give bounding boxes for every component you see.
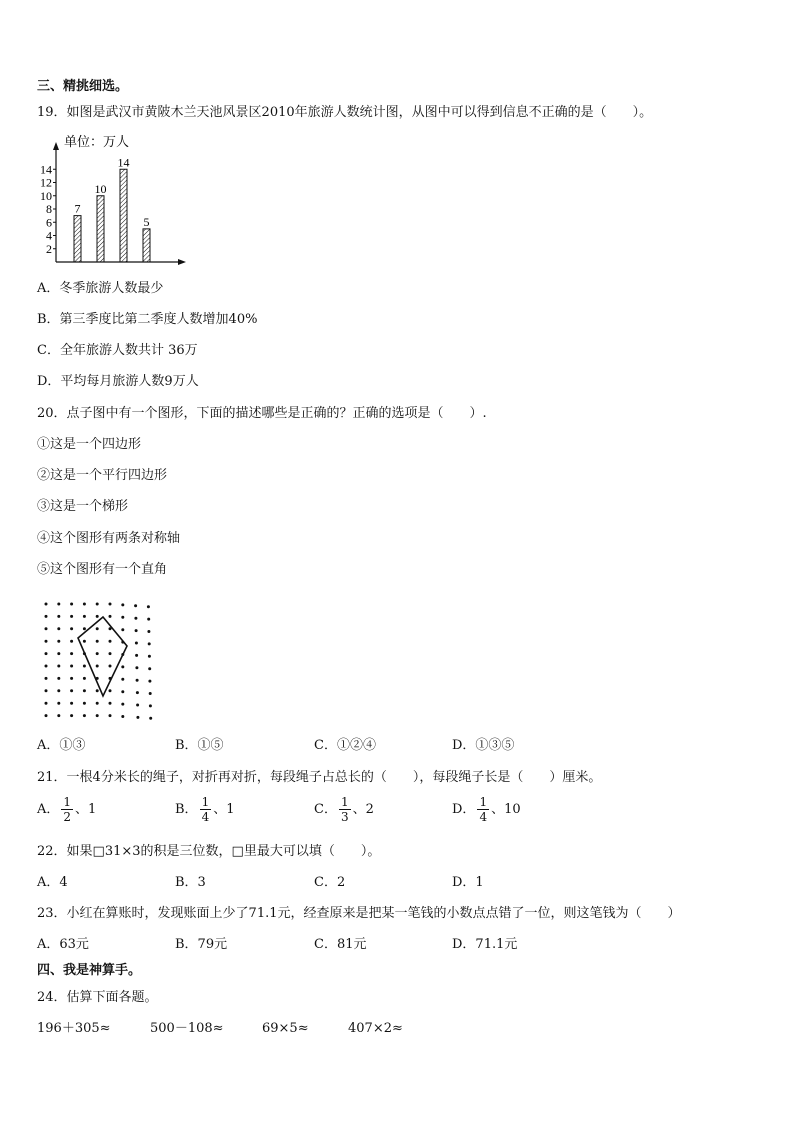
q24-item-4: 407×2≈ — [348, 1021, 403, 1036]
grid-dot — [57, 615, 60, 618]
option-letter: A． — [37, 802, 60, 817]
grid-dot — [96, 615, 99, 618]
grid-dot — [109, 702, 112, 705]
option-letter: C． — [314, 802, 337, 817]
fraction: $\frac{1}{3}$ — [340, 795, 349, 824]
q21-option-c[interactable] — [314, 796, 374, 823]
q23-option-a[interactable]: A．63元 — [37, 937, 89, 952]
grid-dot — [70, 702, 73, 705]
bar — [74, 216, 81, 262]
grid-dot — [83, 714, 86, 717]
section-4-title: 四、我是神算手。 — [37, 963, 142, 978]
q20-statement-1: ①这是一个四边形 — [37, 437, 142, 452]
grid-dot — [70, 640, 73, 643]
bar — [120, 169, 127, 262]
q20-stem: 20．点子图中有一个图形，下面的描述哪些是正确的？正确的选项是（ ）. — [37, 406, 487, 421]
grid-dot — [57, 652, 60, 655]
grid-dot — [121, 690, 124, 693]
grid-dot — [136, 704, 139, 707]
grid-dot — [135, 642, 138, 645]
q20-statement-5: ⑤这个图形有一个直角 — [37, 562, 168, 577]
grid-dot — [134, 604, 137, 607]
grid-dot — [136, 716, 139, 719]
grid-dot — [57, 677, 60, 680]
grid-dot — [83, 665, 86, 668]
bar-value-label: 7 — [74, 201, 81, 216]
q24-item-1: 196＋305≈ — [37, 1021, 111, 1036]
grid-dot — [57, 603, 60, 606]
q19-option-a[interactable]: A．冬季旅游人数最少 — [37, 281, 164, 296]
grid-dot — [83, 702, 86, 705]
grid-dot — [147, 605, 150, 608]
grid-dot — [136, 691, 139, 694]
grid-dot — [70, 689, 73, 692]
x-axis-arrow-icon — [178, 259, 186, 265]
grid-dot — [96, 665, 99, 668]
grid-dot — [109, 665, 112, 668]
bar — [143, 229, 150, 262]
grid-dot — [45, 677, 48, 680]
q21-option-d[interactable] — [452, 796, 521, 823]
grid-dot — [147, 630, 150, 633]
chart-unit-label: 单位：万人 — [64, 134, 130, 149]
grid-dot — [57, 665, 60, 668]
y-tick-label: 2 — [46, 241, 52, 256]
grid-dot — [135, 654, 138, 657]
grid-dot — [45, 702, 48, 705]
q20-dot-grid-figure — [38, 596, 162, 722]
q24-item-2: 500－108≈ — [150, 1021, 224, 1036]
grid-dot — [57, 714, 60, 717]
grid-dot — [121, 628, 124, 631]
q22-option-a[interactable]: A．4 — [37, 875, 68, 890]
grid-dot — [70, 652, 73, 655]
q20-statement-2: ②这是一个平行四边形 — [37, 468, 168, 483]
grid-dot — [70, 627, 73, 630]
grid-dot — [70, 615, 73, 618]
grid-dot — [96, 702, 99, 705]
grid-dot — [96, 714, 99, 717]
grid-dot — [109, 603, 112, 606]
grid-dot — [57, 627, 60, 630]
option-letter: B． — [175, 802, 198, 817]
option-tail: 、10 — [491, 802, 521, 817]
q21-option-a[interactable] — [37, 796, 96, 823]
bar — [97, 196, 104, 262]
grid-dot — [57, 702, 60, 705]
grid-dot — [57, 640, 60, 643]
q20-option-c[interactable]: C．①②④ — [314, 738, 376, 753]
q19-bar-chart — [30, 128, 200, 270]
grid-dot — [83, 689, 86, 692]
y-tick-label: 8 — [46, 202, 52, 216]
grid-dot — [96, 689, 99, 692]
section-3-title: 三、精挑细选。 — [37, 79, 129, 94]
y-tick-label: 4 — [46, 228, 52, 243]
grid-dot — [109, 615, 112, 618]
grid-dot — [121, 665, 124, 668]
q22-option-b[interactable]: B．3 — [175, 875, 206, 890]
grid-dot — [83, 603, 86, 606]
q19-option-d[interactable]: D．平均每月旅游人数9万人 — [37, 374, 199, 389]
grid-dot — [45, 640, 48, 643]
grid-dot — [135, 666, 138, 669]
grid-dot — [83, 677, 86, 680]
q23-stem: 23．小红在算账时，发现账面上少了71.1元，经查原来是把某一笔钱的小数点点错了一位，则这笔钱为（ ） — [37, 906, 681, 921]
grid-dot — [70, 677, 73, 680]
grid-dot — [45, 615, 48, 618]
option-tail: 、1 — [75, 802, 97, 817]
grid-dot — [70, 665, 73, 668]
fraction: $\frac{1}{4}$ — [479, 795, 488, 824]
grid-dot — [121, 715, 124, 718]
grid-dot — [45, 627, 48, 630]
grid-dot — [96, 603, 99, 606]
grid-dot — [149, 692, 152, 695]
q22-option-d[interactable]: D．1 — [452, 875, 484, 890]
y-tick-label: 12 — [40, 175, 52, 190]
q22-stem: 22．如果□31×3的积是三位数，□里最大可以填（ ）。 — [37, 844, 381, 859]
q24-item-3: 69×5≈ — [262, 1021, 309, 1036]
y-tick-label: 10 — [40, 188, 52, 203]
grid-dot — [83, 627, 86, 630]
grid-dot — [96, 652, 99, 655]
grid-dot — [70, 714, 73, 717]
grid-dot — [121, 703, 124, 706]
q23-option-d[interactable]: D．71.1元 — [452, 937, 518, 952]
bar-value-label: 14 — [117, 155, 130, 170]
grid-dot — [149, 704, 152, 707]
grid-dot — [135, 629, 138, 632]
bar-value-label: 5 — [143, 214, 150, 229]
fraction: $\frac{1}{4}$ — [201, 795, 210, 824]
y-axis-arrow-icon — [53, 142, 59, 150]
option-tail: 、2 — [352, 802, 374, 817]
grid-dot — [148, 655, 151, 658]
grid-dot — [45, 665, 48, 668]
grid-dot — [45, 652, 48, 655]
bar-value-label: 10 — [94, 181, 107, 196]
q20-option-d[interactable]: D．①③⑤ — [452, 738, 515, 753]
q22-option-c[interactable]: C．2 — [314, 875, 346, 890]
grid-dot — [45, 689, 48, 692]
q21-option-b[interactable] — [175, 796, 234, 823]
q23-option-c[interactable]: C．81元 — [314, 937, 367, 952]
grid-dot — [109, 640, 112, 643]
fraction: $\frac{1}{2}$ — [63, 795, 72, 824]
grid-dot — [134, 617, 137, 620]
y-tick-label: 14 — [40, 162, 52, 177]
grid-dot — [109, 714, 112, 717]
grid-dot — [96, 640, 99, 643]
grid-dot — [121, 603, 124, 606]
q19-option-b[interactable]: B．第三季度比第二季度人数增加40% — [37, 312, 258, 327]
grid-dot — [57, 689, 60, 692]
option-tail: 、1 — [213, 802, 235, 817]
grid-dot — [149, 717, 152, 720]
q19-stem: 19．如图是武汉市黄陂木兰天池风景区2010年旅游人数统计图，从图中可以得到信息不正确的是（ ）。 — [37, 105, 653, 120]
y-tick-label: 6 — [46, 215, 52, 230]
grid-dot — [45, 714, 48, 717]
q20-statement-4: ④这个图形有两条对称轴 — [37, 531, 181, 546]
q23-option-b[interactable]: B．79元 — [175, 937, 228, 952]
grid-dot — [109, 652, 112, 655]
option-letter: D． — [452, 802, 476, 817]
q21-stem: 21．一根4分米长的绳子，对折再对折，每段绳子占总长的（ ），每段绳子长是（ ）厘米。 — [37, 770, 602, 785]
q20-statement-3: ③这是一个梯形 — [37, 499, 129, 514]
grid-dot — [148, 642, 151, 645]
grid-dot — [121, 678, 124, 681]
q24-stem: 24．估算下面各题。 — [37, 990, 158, 1005]
grid-dot — [96, 627, 99, 630]
q20-option-b[interactable]: B．①⑤ — [175, 738, 224, 753]
grid-dot — [109, 689, 112, 692]
grid-dot — [45, 603, 48, 606]
grid-dot — [83, 640, 86, 643]
grid-dot — [70, 603, 73, 606]
grid-dot — [147, 618, 150, 621]
grid-dot — [148, 667, 151, 670]
grid-dot — [121, 616, 124, 619]
q20-option-a[interactable]: A．①③ — [37, 738, 86, 753]
grid-dot — [83, 615, 86, 618]
grid-dot — [148, 680, 151, 683]
q19-option-c[interactable]: C．全年旅游人数共计 36万 — [37, 343, 198, 358]
grid-dot — [136, 679, 139, 682]
